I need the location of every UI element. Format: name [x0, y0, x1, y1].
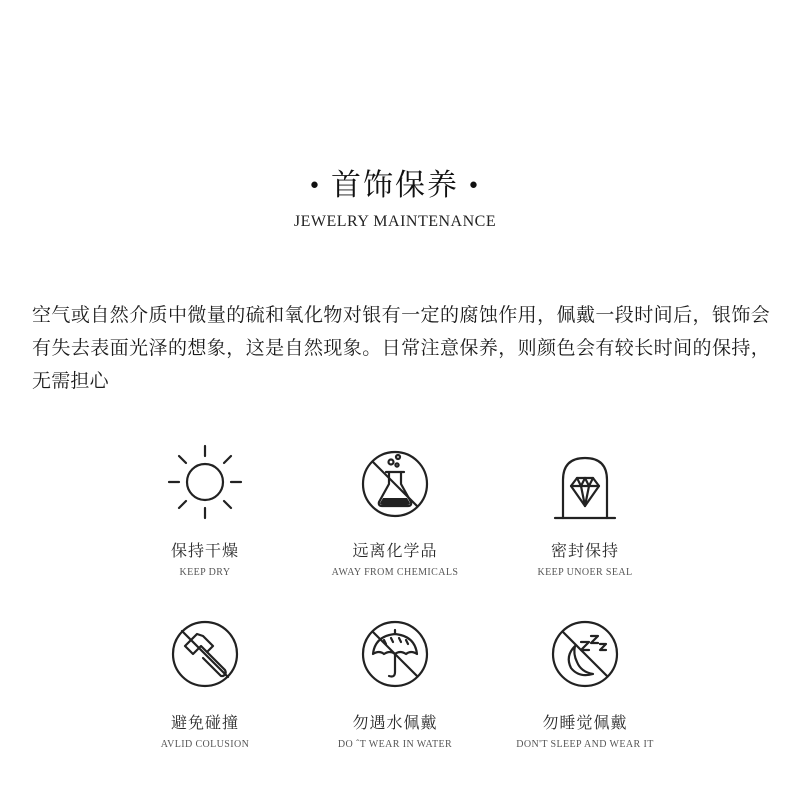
item-label-en: DO ˆT WEAR IN WATER — [337, 739, 453, 750]
care-item-away-from-chemicals — [295, 440, 495, 578]
item-label-cn: 远离化学品 — [352, 541, 438, 560]
item-label-cn: 避免碰撞 — [170, 713, 239, 732]
page-subtitle: JEWELRY MAINTENANCE — [293, 213, 497, 230]
item-label-cn: 保持干燥 — [170, 541, 239, 560]
no-umbrella-rain-icon — [353, 612, 437, 696]
care-item-no-water — [295, 612, 495, 750]
care-item-no-sleep — [485, 612, 685, 750]
item-label-en: AWAY FROM CHEMICALS — [331, 567, 459, 578]
header — [0, 166, 790, 231]
item-label-cn: 密封保持 — [550, 541, 619, 560]
no-hammer-icon — [163, 612, 247, 696]
page-title — [0, 166, 790, 207]
title-dot-right: • — [467, 174, 482, 199]
item-label-en: KEEP DRY — [179, 567, 231, 578]
item-label-cn: 勿遇水佩戴 — [352, 713, 438, 732]
sun-icon — [163, 440, 247, 524]
care-item-keep-dry — [105, 440, 305, 578]
diamond-sealed-icon — [543, 440, 627, 524]
no-sleep-icon — [543, 612, 627, 696]
care-item-keep-under-seal — [485, 440, 685, 578]
description-text: 空气或自然介质中微量的硫和氧化物对银有一定的腐蚀作用，佩戴一段时间后，银饰会有失去表面光泽的想象，这是自然现象。日常注意保养，则颜色会有较长时间的保持，无需担心 — [32, 304, 770, 392]
no-chemicals-icon — [353, 440, 437, 524]
item-label-en: AVLID COLUSION — [160, 739, 250, 750]
title-dot-left: • — [308, 174, 323, 199]
item-label-en: KEEP UNOER SEAL — [537, 567, 633, 578]
care-item-avoid-collision — [105, 612, 305, 750]
item-label-en: DON'T SLEEP AND WEAR IT — [516, 739, 654, 750]
title-cn-text: 首饰保养 — [331, 168, 459, 203]
item-label-cn: 勿睡觉佩戴 — [542, 713, 628, 732]
